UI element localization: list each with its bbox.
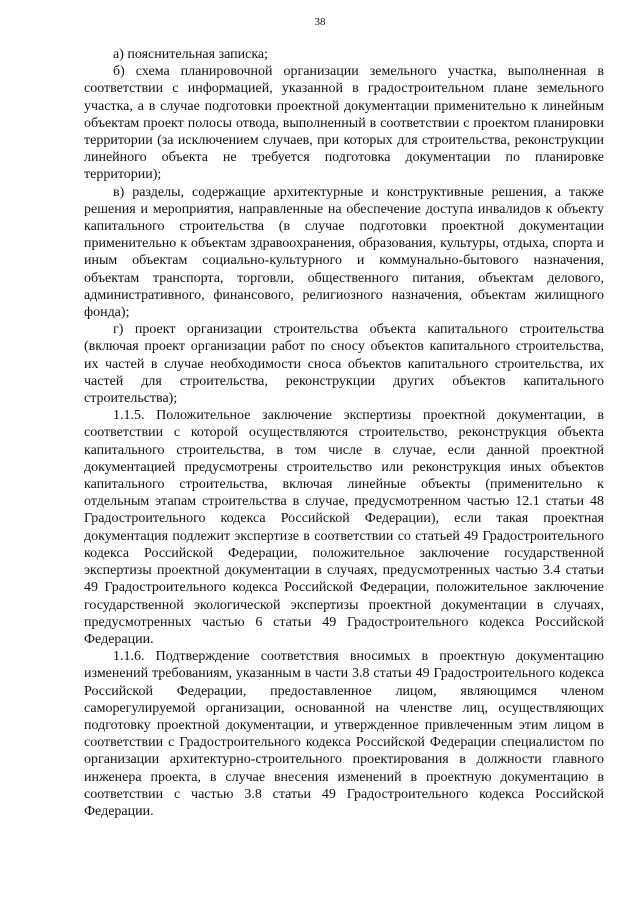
document-body xyxy=(84,46,604,820)
paragraph-item-b: б) схема планировочной организации земельного участка, выполненная в соответствии с информацией, указанной в градостроительном плане земельного участка, а в случае подготовки проектной документации применительно к линейным объектам проект полосы отвода, выполненный в соответствии с проектом планировки территории (за исключением случаев, при которых для строительства, реконструкции линейного объекта не требуется подготовка документации по планировке территории); xyxy=(84,64,604,183)
paragraph-item-a: а) пояснительная записка; xyxy=(113,47,269,62)
paragraph-1-1-5: 1.1.5. Положительное заключение экспертизы проектной документации, в соответствии с которой осуществляются строительство, реконструкция объекта капитального строительства, в том числе в случае, если данной проектной документацией предусмотрены строительство или реконструкция иных объектов капитального строительства, включая линейные объекты (применительно к отдельным этапам строительства в случае, предусмотренном частью 12.1 статьи 48 Градостроительного кодекса Российской Федерации), если такая проектная документация подлежит экспертизе в соответствии со статьей 49 Градостроительного кодекса Российской Федерации, положительное заключение государственной экспертизы проектной документации в случаях, предусмотренных частью 3.4 статьи 49 Градостроительного кодекса Российской Федерации, положительное заключение государственной экологической экспертизы проектной документации в случаях, предусмотренных частью 6 статьи 49 Градостроительного кодекса Российской Федерации. xyxy=(84,408,604,647)
paragraph-item-v: в) разделы, содержащие архитектурные и конструктивные решения, а также решения и мероприятия, направленные на обеспечение доступа инвалидов к объекту капитального строительства (в случае подготовки проектной документации применительно к объектам здравоохранения, образования, культуры, отдыха, спорта и иным объектам социально-культурного и коммунально-бытового назначения, объектам транспорта, торговли, общественного питания, объектам делового, административного, финансового, религиозного назначения, объектам жилищного фонда); xyxy=(84,184,604,321)
paragraph-item-g: г) проект организации строительства объекта капитального строительства (включая проект организации работ по сносу объектов капитального строительства, их частей в случае необходимости сноса объектов капитального строительства, их частей для строительства, реконструкции других объектов капитального строительства); xyxy=(84,322,604,407)
page-number: 38 xyxy=(314,16,326,28)
paragraph-1-1-6: 1.1.6. Подтверждение соответствия вносимых в проектную документацию изменений требованиям, указанным в части 3.8 статьи 49 Градостроительного кодекса Российской Федерации, предоставленное лицом, являющимся членом саморегулируемой организации, основанной на членстве лиц, осуществляющих подготовку проектной документации, и утвержденное привлеченным этим лицом в соответствии с Градостроительного кодекса Российской Федерации специалистом по организации архитектурно-строительного проектирования в должности главного инженера проекта, в случае внесения изменений в проектную документацию в соответствии с частью 3.8 статьи 49 Градостроительного кодекса Российской Федерации. xyxy=(84,649,604,819)
